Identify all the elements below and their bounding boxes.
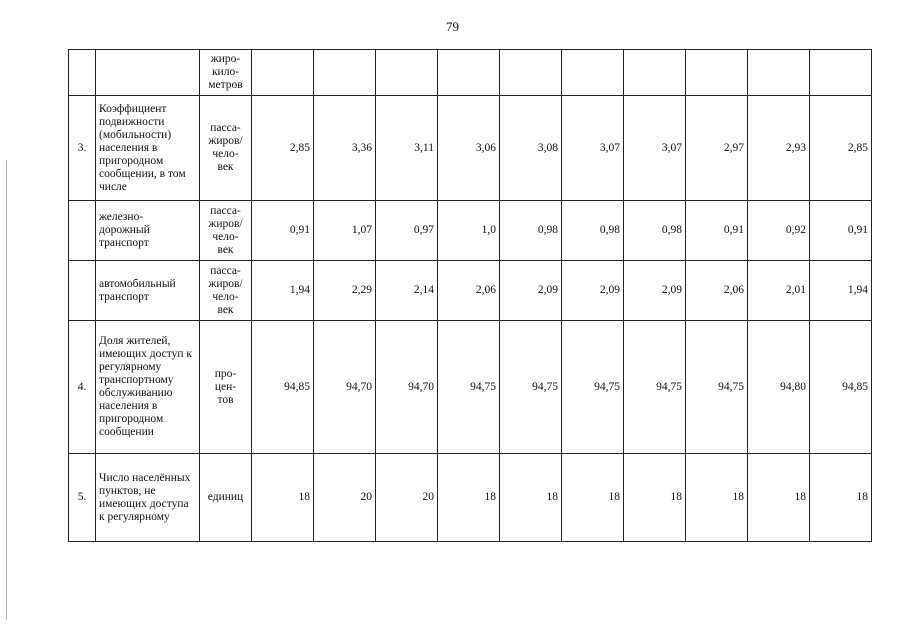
value-cell: 94,75: [500, 321, 562, 454]
value-cell: 2,09: [562, 261, 624, 321]
value-cell: 94,75: [438, 321, 500, 454]
value-cell: 2,93: [748, 96, 810, 201]
unit-cell: пасса- жиров/ чело- век: [200, 201, 252, 261]
value-cell: 3,07: [624, 96, 686, 201]
value-cell: 94,85: [252, 321, 314, 454]
value-cell: 3,07: [562, 96, 624, 201]
table-row: [69, 454, 872, 542]
table-row: [69, 321, 872, 454]
value-cell: 2,06: [686, 261, 748, 321]
value-cell: 3,06: [438, 96, 500, 201]
value-cell: 20: [376, 454, 438, 542]
value-cell: 2,06: [438, 261, 500, 321]
table-row: [69, 96, 872, 201]
indicators-table: [68, 49, 872, 542]
value-cell: 0,91: [686, 201, 748, 261]
value-cell: 94,70: [314, 321, 376, 454]
value-cell: 18: [810, 454, 872, 542]
value-cell: 2,01: [748, 261, 810, 321]
indicator-cell: [96, 50, 200, 96]
table-row: [69, 201, 872, 261]
value-cell: [252, 50, 314, 96]
value-cell: 3,08: [500, 96, 562, 201]
value-cell: 2,29: [314, 261, 376, 321]
value-cell: [562, 50, 624, 96]
value-cell: [500, 50, 562, 96]
value-cell: 0,97: [376, 201, 438, 261]
value-cell: [314, 50, 376, 96]
indicator-cell: автомобильный транспорт: [96, 261, 200, 321]
value-cell: 2,09: [624, 261, 686, 321]
value-cell: 20: [314, 454, 376, 542]
value-cell: 3,11: [376, 96, 438, 201]
indicator-cell: Коэффициент подвижности (мобильности) населения в пригородном сообщении, в том числе: [96, 96, 200, 201]
value-cell: 94,70: [376, 321, 438, 454]
value-cell: 94,75: [686, 321, 748, 454]
value-cell: 1,94: [810, 261, 872, 321]
value-cell: 18: [748, 454, 810, 542]
value-cell: 18: [438, 454, 500, 542]
unit-cell: жиро- кило- метров: [200, 50, 252, 96]
unit-cell: единиц: [200, 454, 252, 542]
value-cell: [748, 50, 810, 96]
indicator-cell: Доля жителей, имеющих доступ к регулярному транспортному обслуживанию населения в пригородном сообщении: [96, 321, 200, 454]
value-cell: [376, 50, 438, 96]
value-cell: 18: [624, 454, 686, 542]
unit-cell: пасса- жиров/ чело- век: [200, 96, 252, 201]
row-number: [69, 50, 96, 96]
value-cell: 2,85: [810, 96, 872, 201]
value-cell: 3,36: [314, 96, 376, 201]
value-cell: 94,80: [748, 321, 810, 454]
value-cell: 94,75: [562, 321, 624, 454]
value-cell: 2,97: [686, 96, 748, 201]
value-cell: 1,0: [438, 201, 500, 261]
value-cell: 18: [500, 454, 562, 542]
value-cell: 1,94: [252, 261, 314, 321]
value-cell: 18: [562, 454, 624, 542]
value-cell: 0,91: [252, 201, 314, 261]
table-row: [69, 50, 872, 96]
value-cell: 94,75: [624, 321, 686, 454]
value-cell: 0,98: [562, 201, 624, 261]
row-number: [69, 261, 96, 321]
table-row: [69, 261, 872, 321]
indicator-cell: железно- дорожный транспорт: [96, 201, 200, 261]
value-cell: [686, 50, 748, 96]
row-number: 4.: [69, 321, 96, 454]
value-cell: 2,85: [252, 96, 314, 201]
row-number: [69, 201, 96, 261]
value-cell: [624, 50, 686, 96]
row-number: 3.: [69, 96, 96, 201]
value-cell: 18: [686, 454, 748, 542]
value-cell: 0,98: [500, 201, 562, 261]
value-cell: 2,14: [376, 261, 438, 321]
page-number: 79: [446, 19, 459, 34]
value-cell: 0,98: [624, 201, 686, 261]
indicator-cell: Число населённых пунктов, не имеющих доступа к регулярному: [96, 454, 200, 542]
value-cell: 1,07: [314, 201, 376, 261]
value-cell: 18: [252, 454, 314, 542]
unit-cell: про- цен- тов: [200, 321, 252, 454]
value-cell: 0,92: [748, 201, 810, 261]
value-cell: 2,09: [500, 261, 562, 321]
value-cell: 94,85: [810, 321, 872, 454]
value-cell: [810, 50, 872, 96]
row-number: 5.: [69, 454, 96, 542]
value-cell: [438, 50, 500, 96]
value-cell: 0,91: [810, 201, 872, 261]
unit-cell: пасса- жиров/ чело- век: [200, 261, 252, 321]
margin-line: [6, 160, 7, 620]
